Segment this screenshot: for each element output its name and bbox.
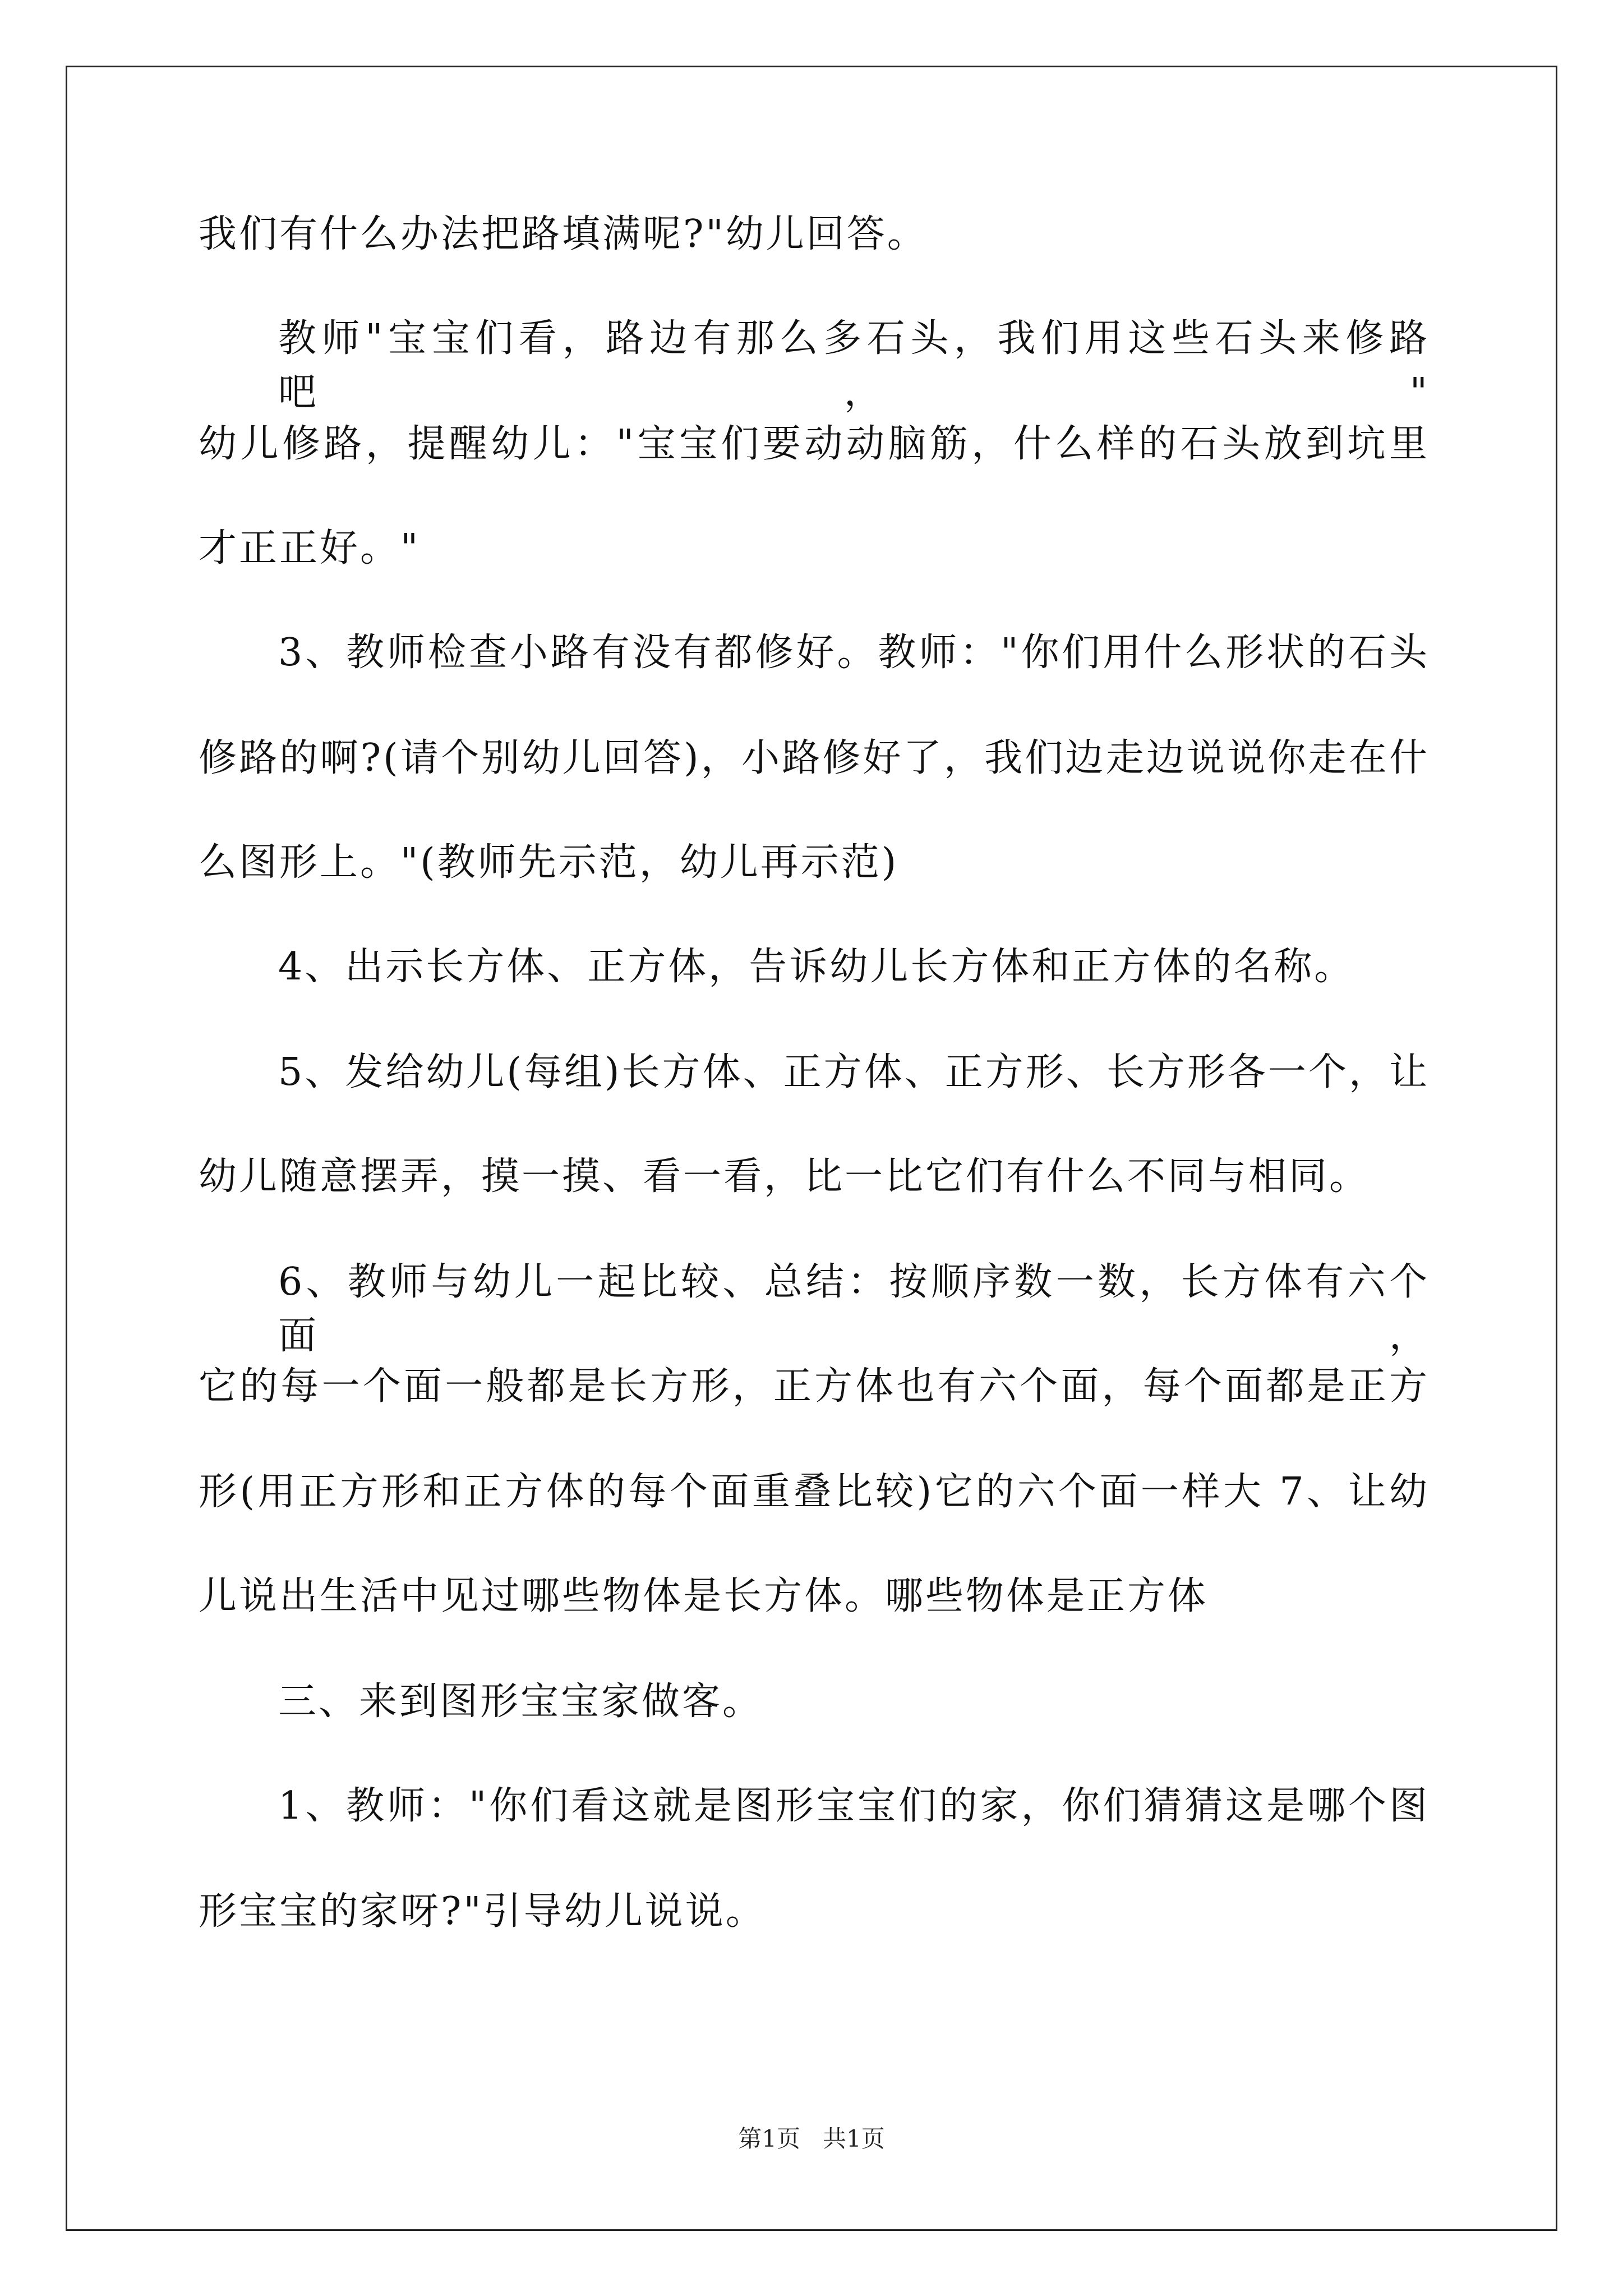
text-line: 么图形上。"(教师先示范，幼儿再示范) [199,840,899,885]
text-line: 三、来到图形宝宝家做客。 [278,1680,763,1724]
document-body [199,208,1430,1939]
text-line: 3、教师检查小路有没有都修好。教师："你们用什么形状的石头 [278,631,1430,675]
text-line: 形宝宝的家呀?"引导幼儿说说。 [199,1889,766,1934]
text-line: 儿说出生活中见过哪些物体是长方体。哪些物体是正方体 [199,1574,1209,1618]
text-line: 才正正好。" [199,526,421,570]
text-line: 形(用正方形和正方体的每个面重叠比较)它的六个面一样大 7、让幼 [199,1470,1430,1514]
page-footer [0,2125,1623,2153]
text-line: 幼儿修路，提醒幼儿："宝宝们要动动脑筋，什么样的石头放到坑里 [199,422,1430,466]
page-number-current: 第1页 [738,2125,800,2152]
text-line: 幼儿随意摆弄，摸一摸、看一看，比一比它们有什么不同与相同。 [199,1154,1370,1199]
text-line: 1、教师："你们看这就是图形宝宝们的家，你们猜猜这是哪个图 [278,1784,1430,1828]
text-line: 我们有什么办法把路填满呢?"幼儿回答。 [199,212,928,256]
text-line: 教师"宝宝们看，路边有那么多石头，我们用这些石头来修路吧，" [278,316,1430,415]
text-line: 6、教师与幼儿一起比较、总结：按顺序数一数，长方体有六个面， [278,1260,1430,1358]
text-line: 5、发给幼儿(每组)长方体、正方体、正方形、长方形各一个，让 [278,1050,1430,1094]
text-line: 它的每一个面一般都是长方形，正方体也有六个面，每个面都是正方 [199,1364,1430,1409]
page-number-total: 共1页 [823,2125,885,2152]
text-line: 4、出示长方体、正方体，告诉幼儿长方体和正方体的名称。 [278,945,1355,989]
text-line: 修路的啊?(请个别幼儿回答)，小路修好了，我们边走边说说你走在什 [199,736,1430,780]
